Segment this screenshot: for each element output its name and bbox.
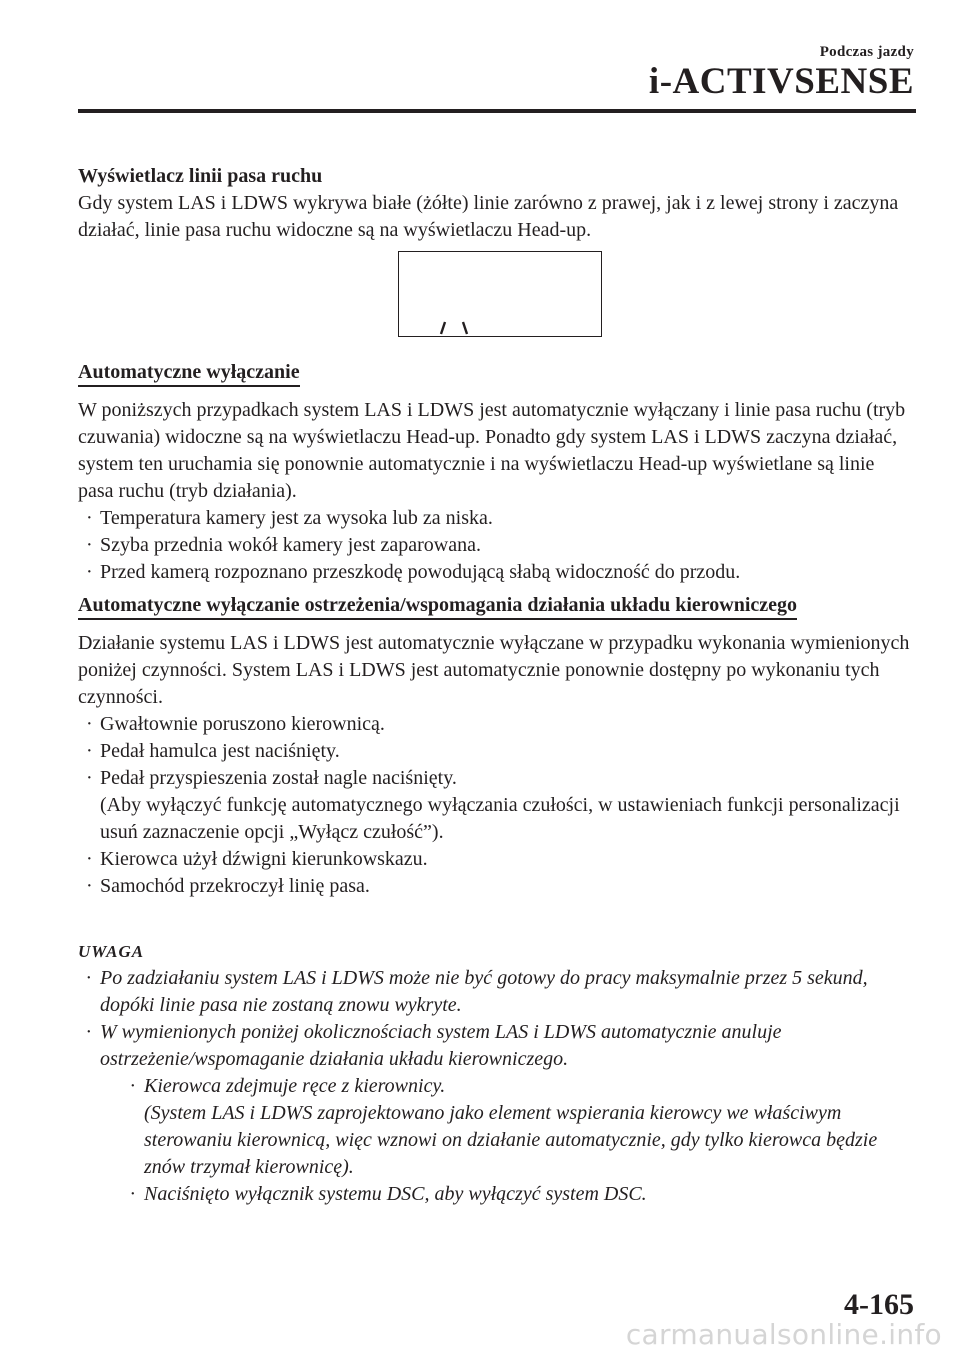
display-block-text: Gdy system LAS i LDWS wykrywa białe (żółte) linie zarówno z prawej, jak i z lewej strony i zaczyna działać, linie pasa ruchu widoczne są na wyświetlaczu Head-up. bbox=[78, 192, 899, 241]
header-section-label: Podczas jazdy bbox=[819, 44, 914, 60]
auto-cancel-list bbox=[78, 711, 914, 900]
header-title: i-ACTIVSENSE bbox=[648, 61, 914, 102]
header-rule bbox=[78, 109, 916, 113]
note-sublist bbox=[100, 1073, 914, 1208]
list-item: · Pedał przyspieszenia został nagle naciśnięty. (Aby wyłączyć funkcję automatycznego wyłączania czułości, w ustawieniach funkcji personalizacji usuń zaznaczenie opcji „Wyłącz czułość”). bbox=[86, 767, 900, 843]
list-item: · Gwałtownie poruszono kierownicą. bbox=[86, 713, 385, 735]
auto-off-list bbox=[78, 505, 914, 586]
lane-lines-icon bbox=[399, 252, 601, 336]
list-item: · Naciśnięto wyłącznik systemu DSC, aby wyłączyć system DSC. bbox=[130, 1183, 647, 1205]
list-item: · Kierowca użył dźwigni kierunkowskazu. bbox=[86, 848, 428, 870]
auto-off-text: W poniższych przypadkach system LAS i LDWS jest automatycznie wyłączany i linie pasa ruchu (tryb czuwania) widoczne są na wyświetlaczu Head-up. Ponadto gdy system LAS i LDWS zaczyna działać, system ten uruchamia się ponownie automatycznie i na wyświetlaczu Head-up wyświetlane są linie pasa ruchu (tryb działania). bbox=[78, 399, 906, 502]
auto-cancel-text: Działanie systemu LAS i LDWS jest automatycznie wyłączane w przypadku wykonania wymienionych poniżej czynności. System LAS i LDWS jest automatycznie ponownie dostępny po wykonaniu tych czynności. bbox=[78, 632, 910, 708]
list-item: · Szyba przednia wokół kamery jest zaparowana. bbox=[86, 534, 481, 556]
list-item: · Po zadziałaniu system LAS i LDWS może nie być gotowy do pracy maksymalnie przez 5 sekund, dopóki linie pasa nie zostaną znowu wykryte. bbox=[86, 967, 868, 1016]
list-item: · Pedał hamulca jest naciśnięty. bbox=[86, 740, 340, 762]
watermark: carmanualsonline.info bbox=[625, 1318, 942, 1351]
note-heading: UWAGA bbox=[78, 942, 145, 961]
list-item: · Samochód przekroczył linię pasa. bbox=[86, 875, 370, 897]
page-number: 4-165 bbox=[844, 1288, 914, 1321]
list-item: · Przed kamerą rozpoznano przeszkodę powodującą słabą widoczność do przodu. bbox=[86, 561, 741, 583]
auto-off-heading: Automatyczne wyłączanie bbox=[78, 360, 300, 387]
list-item: · Kierowca zdejmuje ręce z kierownicy. (System LAS i LDWS zaprojektowano jako element wspierania kierowcy we właściwym sterowaniu kierownicą, więc wznowi on działanie automatycznie, gdy tylko kierowca będzie znów trzymał kierownicę). bbox=[130, 1075, 878, 1178]
display-block-title: Wyświetlacz linii pasa ruchu bbox=[78, 165, 323, 187]
list-item-note: (System LAS i LDWS zaprojektowano jako element wspierania kierowcy we właściwym sterowaniu kierownicą, więc wznowi on działanie automatycznie, gdy tylko kierowca będzie znów trzymał kierownicę). bbox=[144, 1102, 878, 1178]
lane-display-illustration bbox=[398, 251, 602, 337]
list-item: · W wymienionych poniżej okolicznościach system LAS i LDWS automatycznie anuluje ostrzeżenie/wspomaganie działania układu kierowniczego. · Kierowca zdejmuje ręce z kierownicy. (System LAS i LDWS zaprojektowano jako element wspierania kierowcy we właściwym sterowaniu kierownicą, więc wznowi on działanie automatycznie, gdy tylko kierowca będzie znów trzymał kierownicę). · Naciśnięto wyłącznik systemu DSC, aby wyłączyć system DSC. bbox=[78, 1019, 914, 1208]
list-item-note: (Aby wyłączyć funkcję automatycznego wyłączania czułości, w ustawieniach funkcji personalizacji usuń zaznaczenie opcji „Wyłącz czułość”). bbox=[100, 794, 900, 843]
auto-cancel-heading: Automatyczne wyłączanie ostrzeżenia/wspomagania działania układu kierowniczego bbox=[78, 593, 797, 620]
list-item: · Temperatura kamery jest za wysoka lub za niska. bbox=[86, 507, 493, 529]
note-list bbox=[78, 965, 914, 1208]
page-content bbox=[78, 163, 914, 1208]
